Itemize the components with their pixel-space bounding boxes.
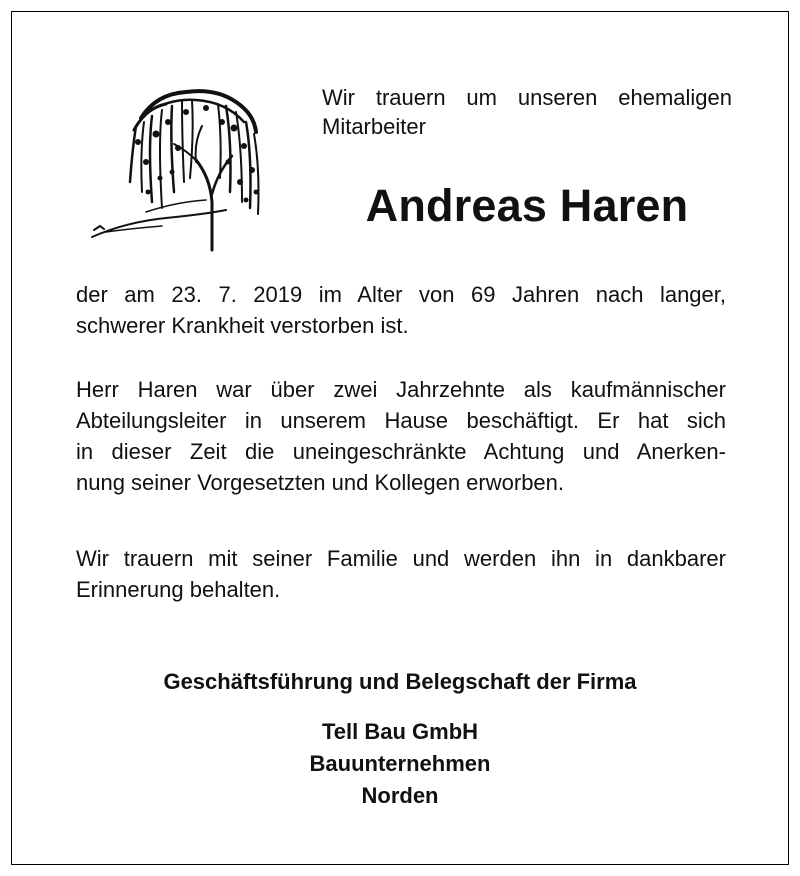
paragraph-death-notice	[76, 279, 726, 341]
intro-text	[322, 83, 732, 141]
paragraph-line: nung seiner Vorgesetzten und Kollegen erworben.	[76, 470, 565, 495]
paragraph-line: Abteilungsleiter in unserem Hause beschäftigt. Er hat sich	[76, 408, 726, 433]
weeping-willow-icon	[86, 82, 276, 254]
company-city: Norden	[361, 783, 439, 808]
paragraph-line: in dieser Zeit die uneingeschränkte Achtung und Anerken-	[76, 439, 726, 464]
paragraph-line: Erinnerung behalten.	[76, 577, 281, 602]
deceased-name: Andreas Haren	[365, 180, 689, 231]
paragraph-mourning	[76, 543, 726, 605]
paragraph-line: schwerer Krankheit verstorben ist.	[76, 313, 409, 338]
signature-line: Geschäftsführung und Belegschaft der Firma	[163, 669, 637, 694]
paragraph-line: der am 23. 7. 2019 im Alter von 69 Jahren nach langer,	[76, 282, 726, 307]
company-business: Bauunternehmen	[309, 751, 491, 776]
company-name: Tell Bau GmbH	[321, 719, 479, 744]
paragraph-line: Herr Haren war über zwei Jahrzehnte als kaufmännischer	[76, 377, 726, 402]
paragraph-career	[76, 374, 726, 498]
intro-line-1: Wir trauern um unseren ehemaligen	[322, 85, 732, 110]
intro-line-2: Mitarbeiter	[322, 114, 426, 139]
paragraph-line: Wir trauern mit seiner Familie und werden ihn in dankbarer	[76, 546, 726, 571]
